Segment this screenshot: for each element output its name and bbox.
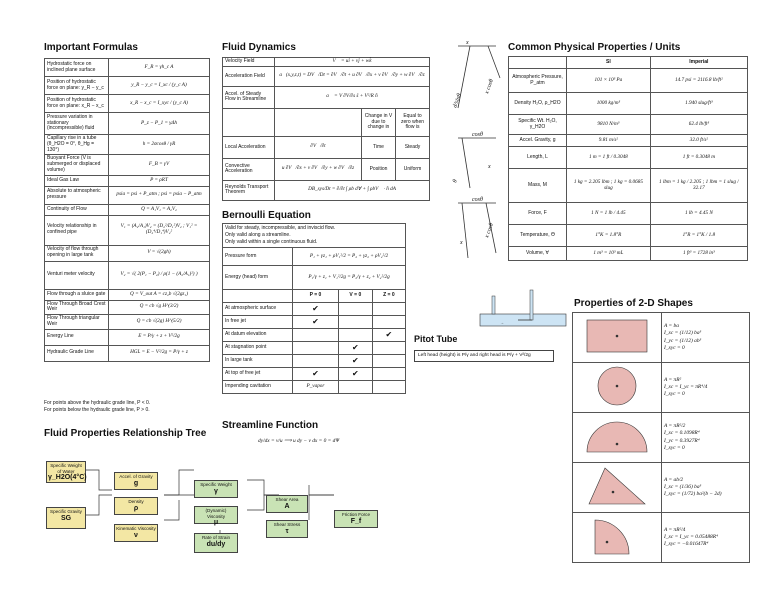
formula-row [45, 329, 210, 345]
formula-label: Flow Through Broad Crest Weir [45, 300, 109, 315]
check-icon: ✔ [372, 329, 405, 342]
condition-label: At datum elevation [223, 329, 293, 342]
formula-row [45, 261, 210, 289]
property-row [509, 147, 748, 169]
check-icon: ✔ [293, 368, 339, 381]
col-head-zero: Equal to zero when flow is [396, 108, 430, 136]
shapes-title: Properties of 2-D Shapes [574, 298, 693, 309]
props-table [508, 56, 748, 261]
formula-expression: Q = V_out A = cz₂b √(2gz₁) [109, 289, 210, 300]
property-si: 9.81 m/s² [567, 135, 651, 147]
property-row [509, 93, 748, 115]
tree-node-ff: Friction Force F_f [334, 510, 378, 528]
empty-cell [338, 381, 372, 394]
diag-x-1: x [466, 40, 469, 46]
property-label: Accel. Gravity, g [509, 135, 567, 147]
props-col-imperial: Imperial [650, 57, 747, 69]
diag-cos-3: cosθ [472, 197, 483, 203]
velocity-field-label: Velocity Field [223, 58, 275, 67]
formula-row [45, 95, 210, 113]
formula-expression: Q = cb √(2g) H^(5/2) [109, 315, 210, 330]
local-accel-change: Time [362, 136, 396, 158]
bernoulli-condition-row [223, 355, 406, 368]
property-imperial: 1°R = 1°K / 1.8 [650, 225, 747, 247]
formula-row [45, 215, 210, 245]
shape-property-line: I_yc = 0.3927R⁴ [664, 437, 700, 444]
empty-cell [372, 355, 405, 368]
formula-expression: V₁ = (A₂/A₁)V₂ = (D₂²/D₁²)V₂ ; V₁² = (D₂⁴/D₁⁴)V₂² [109, 215, 210, 245]
check-icon: ✔ [338, 368, 372, 381]
shape-row [573, 313, 750, 363]
streamline-title: Streamline Function [222, 420, 319, 431]
important-notes [44, 400, 214, 413]
property-si: 1°K = 1.8°R [567, 225, 651, 247]
energy-form-formula: P₁/γ + z₁ + V₁²/2g = P₂/γ + z₂ + V₂²/2g [293, 266, 406, 290]
bernoulli-condition-row [223, 303, 406, 316]
formula-row [45, 345, 210, 361]
important-title: Important Formulas [44, 42, 138, 53]
formula-row [45, 77, 210, 95]
property-row [509, 115, 748, 135]
property-imperial: 1 ft³ = 1728 in³ [650, 247, 747, 261]
formula-label: Position of hydrostatic force on plane: x_R − x_c [45, 95, 109, 113]
formula-label: Position of hydrostatic force on plane: y_R − y_c [45, 77, 109, 95]
diag-dsin-1: d/sinθ [452, 92, 463, 109]
tree-node-tau: Shear Stress τ [266, 520, 308, 538]
svg-text:→: → [500, 320, 504, 325]
local-accel-label: Local Acceleration [223, 136, 275, 158]
formula-expression: HGL = E − V²/2g = P/γ + z [109, 345, 210, 361]
tree-node-g: Accel. of Gravity g [114, 472, 158, 490]
property-label: Volume, ∀ [509, 247, 567, 261]
circle-properties [662, 363, 750, 413]
shape-property-line: I_xc = 0.1098R⁴ [664, 430, 700, 437]
bernoulli-condition-row [223, 342, 406, 355]
formula-row [45, 289, 210, 300]
accel-field-label: Acceleration Field [223, 66, 275, 86]
local-accel-formula: ∂V⃗/∂t [275, 136, 362, 158]
convective-change: Position [362, 158, 396, 180]
accel-stream-formula: a⃗ = V ∂V/∂s ŝ + V²/R n̂ [275, 86, 430, 108]
empty-cell [293, 355, 339, 368]
quarter-circle-icon [575, 514, 659, 558]
reynolds-label: Reynolds Transport Theorem [223, 180, 275, 200]
triangle-icon [575, 464, 659, 508]
shape-property-line: A = ab/2 [664, 476, 684, 483]
check-icon: ✔ [293, 316, 339, 329]
shape-property-line: I_xc = (1/36) ba³ [664, 483, 702, 490]
accel-field-formula: a⃗(x,y,z,t) = DV⃗/Dt = ∂V⃗/∂t + u ∂V⃗/∂x + v ∂V⃗/∂y + w ∂V⃗/∂z [275, 66, 430, 86]
diag-theta-2: θ [452, 178, 459, 184]
formula-expression: F_R = γh_c A [109, 59, 210, 77]
streamline-formula: dy/dx = v/u ⟹ u dy − v dx = 0 = dΨ [258, 438, 340, 444]
property-imperial: 1 ft = 0.3048 m [650, 147, 747, 169]
shape-property-line: I_xyc = (1/72) ba²(b − 2d) [664, 491, 722, 498]
formula-expression: Q = cb √g H^(3/2) [109, 300, 210, 315]
property-label: Mass, M [509, 169, 567, 203]
formula-expression: V₂ = √( 2(P₁ − P₂) / ρ(1 − (A₂/A₁)²) ) [109, 261, 210, 289]
fluid-dyn-title: Fluid Dynamics [222, 42, 296, 53]
formula-expression: x_R − x_c = I_xyc / (y_c A) [109, 95, 210, 113]
formula-label: Buoyant Force (V is submerged or displaced volume) [45, 155, 109, 175]
quarter-circle-properties [662, 513, 750, 563]
col-head-change: Change in V due to change in [362, 108, 396, 136]
property-label: Density H₂O, ρ_H2O [509, 93, 567, 115]
empty-cell [372, 381, 405, 394]
condition-label: At top of free jet [223, 368, 293, 381]
formula-label: Velocity relationship in confined pipe [45, 215, 109, 245]
formula-expression: V = √(2gh) [109, 245, 210, 261]
bernoulli-intro-2: Only valid along a streamline. [225, 232, 291, 238]
shape-row [573, 363, 750, 413]
formula-row [45, 175, 210, 186]
formula-label: Energy Line [45, 329, 109, 345]
shape-property-line: I_xyc = 0 [664, 344, 685, 351]
props-col-si: SI [567, 57, 651, 69]
bernoulli-intro-1: Valid for steady, incompressible, and inviscid flow. [225, 225, 336, 231]
property-si: 1 N = 1 lb / 4.45 [567, 203, 651, 225]
shape-property-line: I_yc = (1/12) ab³ [664, 337, 702, 344]
props-title: Common Physical Properties / Units [508, 42, 681, 53]
condition-label: At atmospheric surface [223, 303, 293, 316]
tree-node-area: Shear Area A [266, 495, 308, 513]
formula-expression: Q = A₁V₁ = A₂V₂ [109, 204, 210, 215]
rectangle-icon [575, 314, 659, 358]
head-z0: Z = 0 [372, 290, 405, 303]
property-imperial: 1.940 slug/ft³ [650, 93, 747, 115]
important-formulas-table [44, 58, 210, 362]
formula-expression: F_B = γV [109, 155, 210, 175]
empty-cell [338, 329, 372, 342]
local-accel-zero: Steady [396, 136, 430, 158]
property-imperial: 1 lbm = 1 kg / 2.205 ; 1 lbm = 1 slug / 32.17 [650, 169, 747, 203]
property-label: Atmospheric Pressure, P_atm [509, 69, 567, 93]
circle-icon [575, 364, 659, 408]
bernoulli-condition-row [223, 329, 406, 342]
property-label: Temperature, Θ [509, 225, 567, 247]
formula-row [45, 300, 210, 315]
shape-property-line: I_xyc = 0 [664, 444, 685, 451]
shape-property-line: I_xyc = 0 [664, 391, 685, 398]
formula-expression: P = ρRT [109, 175, 210, 186]
formula-row [45, 135, 210, 155]
shape-property-line: A = πR²/4 [664, 526, 686, 533]
empty-cell [293, 329, 339, 342]
bernoulli-condition-row [223, 381, 406, 394]
formula-expression: psia = psi + P_atm ; psi = psia − P_atm [109, 186, 210, 204]
tree-node-rate: Rate of Strain du/dy [194, 533, 238, 553]
shapes-table [572, 312, 750, 563]
formula-row [45, 245, 210, 261]
reynolds-formula: DB_sys/Dt = ∂/∂t ∫ ρb d∀ + ∫ ρbV⃗ · n̂ dA [275, 180, 430, 200]
formula-expression: E = P/γ + z + V²/2g [109, 329, 210, 345]
pitot-title: Pitot Tube [414, 334, 458, 344]
property-imperial: 1 lb = 4.45 N [650, 203, 747, 225]
property-imperial: 62.4 lb/ft³ [650, 115, 747, 135]
pitot-tube-diagram [478, 286, 568, 346]
property-si: 101 × 10³ Pa [567, 69, 651, 93]
bernoulli-intro [223, 224, 406, 248]
rectangle-figure [573, 313, 662, 363]
formula-expression: y_R − y_c = I_xc / (y_c A) [109, 77, 210, 95]
shape-property-line: I_xyc = −0.01647R⁴ [664, 541, 709, 548]
shape-property-line: A = πR²/2 [664, 422, 686, 429]
pressure-form-formula: P₁ + γz₁ + ρV₁²/2 = P₂ + γz₂ + ρV₂²/2 [293, 248, 406, 266]
rectangle-properties [662, 313, 750, 363]
empty-cell [372, 342, 405, 355]
inclined-plane-diagrams [448, 38, 508, 268]
convective-zero: Uniform [396, 158, 430, 180]
condition-label: In large tank [223, 355, 293, 368]
accel-stream-label: Accel. of Steady Flow in Streamline [223, 86, 275, 108]
tree-node-gam: Specific Weight γ [194, 480, 238, 498]
head-v0: V = 0 [338, 290, 372, 303]
formula-row [45, 315, 210, 330]
formula-label: Capillary rise in a tube (θ_H2O = 0°, θ_Hg = 130°) [45, 135, 109, 155]
property-si: 1 kg = 2.205 lbm ; 1 kg = 0.0685 slug [567, 169, 651, 203]
formula-label: Venturi meter velocity [45, 261, 109, 289]
condition-label: Impending cavitation [223, 381, 293, 394]
formula-row [45, 113, 210, 135]
pitot-text: Left head (height) is P/γ and right head is P/γ + V²/2g [414, 350, 554, 362]
check-icon: ✔ [338, 342, 372, 355]
fluid-dyn-table [222, 57, 430, 201]
formula-label: Flow Through triangular Weir [45, 315, 109, 330]
diag-cos-2: cosθ [472, 132, 483, 138]
shape-row [573, 413, 750, 463]
formula-expression: h = 2σcosθ / γR [109, 135, 210, 155]
check-icon: ✔ [338, 355, 372, 368]
formula-label: Pressure variation in stationary (incompressible) fluid [45, 113, 109, 135]
note-above: For points above the hydraulic grade line, P < 0. [44, 400, 151, 406]
property-imperial: 32.0 ft/s² [650, 135, 747, 147]
shape-row [573, 513, 750, 563]
shape-property-line: I_xc = I_yc = πR⁴/4 [664, 383, 708, 390]
bernoulli-intro-3: Only valid within a single continuous fluid. [225, 239, 318, 245]
property-label: Force, F [509, 203, 567, 225]
property-row [509, 203, 748, 225]
check-icon: ✔ [293, 303, 339, 316]
property-row [509, 69, 748, 93]
property-si: 1 m = 1 ft / 0.3048 [567, 147, 651, 169]
empty-cell [338, 303, 372, 316]
head-p0: P = 0 [293, 290, 339, 303]
condition-label: At stagnation point [223, 342, 293, 355]
empty-cell [338, 316, 372, 329]
formula-label: Hydraulic Grade Line [45, 345, 109, 361]
property-row [509, 225, 748, 247]
empty-cell [293, 342, 339, 355]
shape-property-line: A = ba [664, 322, 679, 329]
semicircle-figure [573, 413, 662, 463]
quarter-circle-figure [573, 513, 662, 563]
diag-hcos-1: x cosθ [484, 78, 496, 95]
velocity-field-formula: V⃗ = uî + vĵ + wk̂ [275, 58, 430, 67]
formula-row [45, 59, 210, 77]
triangle-figure [573, 463, 662, 513]
property-label: Specific Wt. H₂O, γ_H2O [509, 115, 567, 135]
property-row [509, 135, 748, 147]
semicircle-icon [575, 414, 659, 458]
tree-node-nu: Kinematic Viscosity ν [114, 524, 158, 542]
bernoulli-table [222, 223, 406, 394]
tree-node-mu: (Dynamic) Viscosity μ [194, 506, 238, 524]
tree-node-sg: Specific Gravity SG [46, 507, 86, 529]
circle-figure [573, 363, 662, 413]
convective-formula: u ∂V⃗/∂x + v ∂V⃗/∂y + w ∂V⃗/∂z [275, 158, 362, 180]
bernoulli-condition-row [223, 316, 406, 329]
tree-title: Fluid Properties Relationship Tree [44, 428, 207, 439]
formula-expression: P_z − P_1 = γΔh [109, 113, 210, 135]
property-si: 1000 kg/m³ [567, 93, 651, 115]
property-label: Length, L [509, 147, 567, 169]
empty-cell [372, 303, 405, 316]
diag-x-3: x [460, 240, 463, 246]
condition-label: In free jet [223, 316, 293, 329]
pressure-form-label: Pressure form [223, 248, 293, 266]
formula-row [45, 186, 210, 204]
tree-node-rho: Density ρ [114, 497, 158, 515]
shape-property-line: A = πR² [664, 376, 682, 383]
empty-cell [372, 316, 405, 329]
condition-extra: P_vapor [293, 381, 339, 394]
shape-property-line: I_xc = I_yc = 0.05488R⁴ [664, 533, 718, 540]
diag-x-2: x [488, 164, 491, 170]
semicircle-properties [662, 413, 750, 463]
formula-label: Ideal Gas Law [45, 175, 109, 186]
formula-label: Flow through a sluice gate [45, 289, 109, 300]
note-below: For points below the hydraulic grade line, P > 0. [44, 406, 150, 413]
shape-property-line: I_xc = (1/12) ba³ [664, 330, 702, 337]
triangle-properties [662, 463, 750, 513]
formula-label: Hydrostatic force on inclined plane surface [45, 59, 109, 77]
property-row [509, 247, 748, 261]
bernoulli-title: Bernoulli Equation [222, 210, 311, 221]
property-si: 1 m³ = 10³ mL [567, 247, 651, 261]
formula-label: Continuity of Flow [45, 204, 109, 215]
shape-row [573, 463, 750, 513]
formula-row [45, 204, 210, 215]
convective-label: Convective Acceleration [223, 158, 275, 180]
energy-form-label: Energy (head) form [223, 266, 293, 290]
empty-cell [372, 368, 405, 381]
bernoulli-condition-row [223, 368, 406, 381]
diag-hcos-3: x cosθ [484, 222, 496, 239]
property-imperial: 14.7 psi = 2116.8 lb/ft² [650, 69, 747, 93]
formula-label: Velocity of flow through opening in large tank [45, 245, 109, 261]
formula-label: Absolute to atmospheric pressure [45, 186, 109, 204]
formula-row [45, 155, 210, 175]
property-si: 9810 N/m³ [567, 115, 651, 135]
property-row [509, 169, 748, 203]
tree-node-sw: Specific Weight of Water γ_H2O(4°C) [48, 463, 87, 481]
